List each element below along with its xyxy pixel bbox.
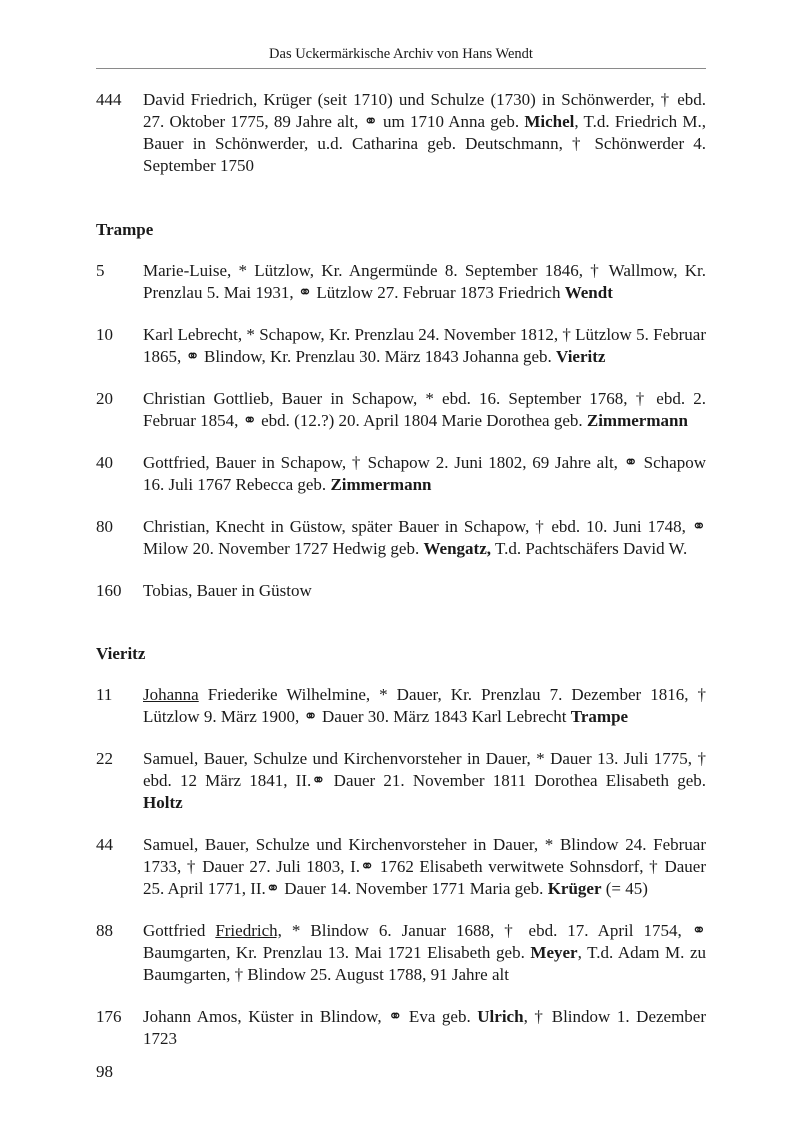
- entry-40: [96, 452, 706, 496]
- entry-text: Johanna Friederike Wilhelmine, * Dauer, Kr. Prenzlau 7. Dezember 1816, † Lützlow 9. März 1900, ⚭ Dauer 30. März 1843 Karl Lebrecht Trampe: [143, 685, 706, 726]
- entry-text: Samuel, Bauer, Schulze und Kirchenvorsteher in Dauer, * Blindow 24. Februar 1733, † Dauer 27. Juli 1803, I.⚭ 1762 Elisabeth verwitwete Sohnsdorf, † Dauer 25. April 1771, II.⚭ Dauer 14. November 1771 Maria geb. Krüger (= 45): [143, 835, 706, 898]
- page-number: 98: [96, 1062, 113, 1081]
- entry-number: 176: [96, 1007, 122, 1026]
- entry-number: 5: [96, 261, 105, 280]
- entry-11: [96, 684, 706, 728]
- entry-80: [96, 516, 706, 560]
- entry-text: Tobias, Bauer in Güstow: [143, 581, 312, 600]
- section-heading-trampe: Trampe: [96, 220, 154, 239]
- entry-text: Christian, Knecht in Güstow, später Bauer in Schapow, † ebd. 10. Juni 1748, ⚭ Milow 20. November 1727 Hedwig geb. Wengatz, T.d. Pachtschäfers David W.: [143, 517, 706, 558]
- entry-10: [96, 324, 706, 368]
- entry-20: [96, 388, 706, 432]
- entry-number: 22: [96, 749, 113, 768]
- entry-text: Samuel, Bauer, Schulze und Kirchenvorsteher in Dauer, * Dauer 13. Juli 1775, † ebd. 12 März 1841, II.⚭ Dauer 21. November 1811 Dorothea Elisabeth geb. Holtz: [143, 749, 706, 812]
- entry-text: Karl Lebrecht, * Schapow, Kr. Prenzlau 24. November 1812, † Lützlow 5. Februar 1865, ⚭ Blindow, Kr. Prenzlau 30. März 1843 Johanna geb. Vieritz: [143, 325, 706, 366]
- entry-22: [96, 748, 706, 814]
- entry-number: 10: [96, 325, 113, 344]
- entry-number: 160: [96, 581, 122, 600]
- header-rule: [96, 68, 706, 69]
- entry-44: [96, 834, 706, 900]
- entry-160: [96, 580, 706, 602]
- entry-text: Gottfried, Bauer in Schapow, † Schapow 2. Juni 1802, 69 Jahre alt, ⚭ Schapow 16. Juli 1767 Rebecca geb. Zimmermann: [143, 453, 706, 494]
- entry-text: Johann Amos, Küster in Blindow, ⚭ Eva geb. Ulrich, † Blindow 1. Dezember 1723: [143, 1007, 707, 1048]
- entry-text: Gottfried Friedrich, * Blindow 6. Januar 1688, † ebd. 17. April 1754, ⚭ Baumgarten, Kr. Prenzlau 13. Mai 1721 Elisabeth geb. Meyer, T.d. Adam M. zu Baumgarten, † Blindow 25. August 1788, 91 Jahre alt: [143, 921, 707, 984]
- entry-number: 44: [96, 835, 113, 854]
- entry-88: [96, 920, 706, 986]
- entry-number: 40: [96, 453, 113, 472]
- entry-number: 444: [96, 90, 122, 109]
- entry-number: 20: [96, 389, 113, 408]
- entry-number: 80: [96, 517, 113, 536]
- section-heading-vieritz: Vieritz: [96, 644, 146, 663]
- entry-176: [96, 1006, 706, 1050]
- entry-444: [96, 89, 706, 177]
- page-content: [96, 89, 706, 1050]
- entry-text: Christian Gottlieb, Bauer in Schapow, * ebd. 16. September 1768, † ebd. 2. Februar 1854, ⚭ ebd. (12.?) 20. April 1804 Marie Dorothea geb. Zimmermann: [143, 389, 706, 430]
- entry-number: 88: [96, 921, 113, 940]
- entry-number: 11: [96, 685, 113, 704]
- entry-5: [96, 260, 706, 304]
- entry-text: Marie-Luise, * Lützlow, Kr. Angermünde 8. September 1846, † Wallmow, Kr. Prenzlau 5. Mai 1931, ⚭ Lützlow 27. Februar 1873 Friedrich Wendt: [143, 261, 706, 302]
- running-header: Das Uckermärkische Archiv von Hans Wendt: [269, 46, 533, 62]
- entry-text: David Friedrich, Krüger (seit 1710) und Schulze (1730) in Schönwerder, † ebd. 27. Oktober 1775, 89 Jahre alt, ⚭ um 1710 Anna geb. Michel, T.d. Friedrich M., Bauer in Schönwerder, u.d. Catharina geb. Deutschmann, † Schönwerder 4. September 1750: [143, 90, 706, 175]
